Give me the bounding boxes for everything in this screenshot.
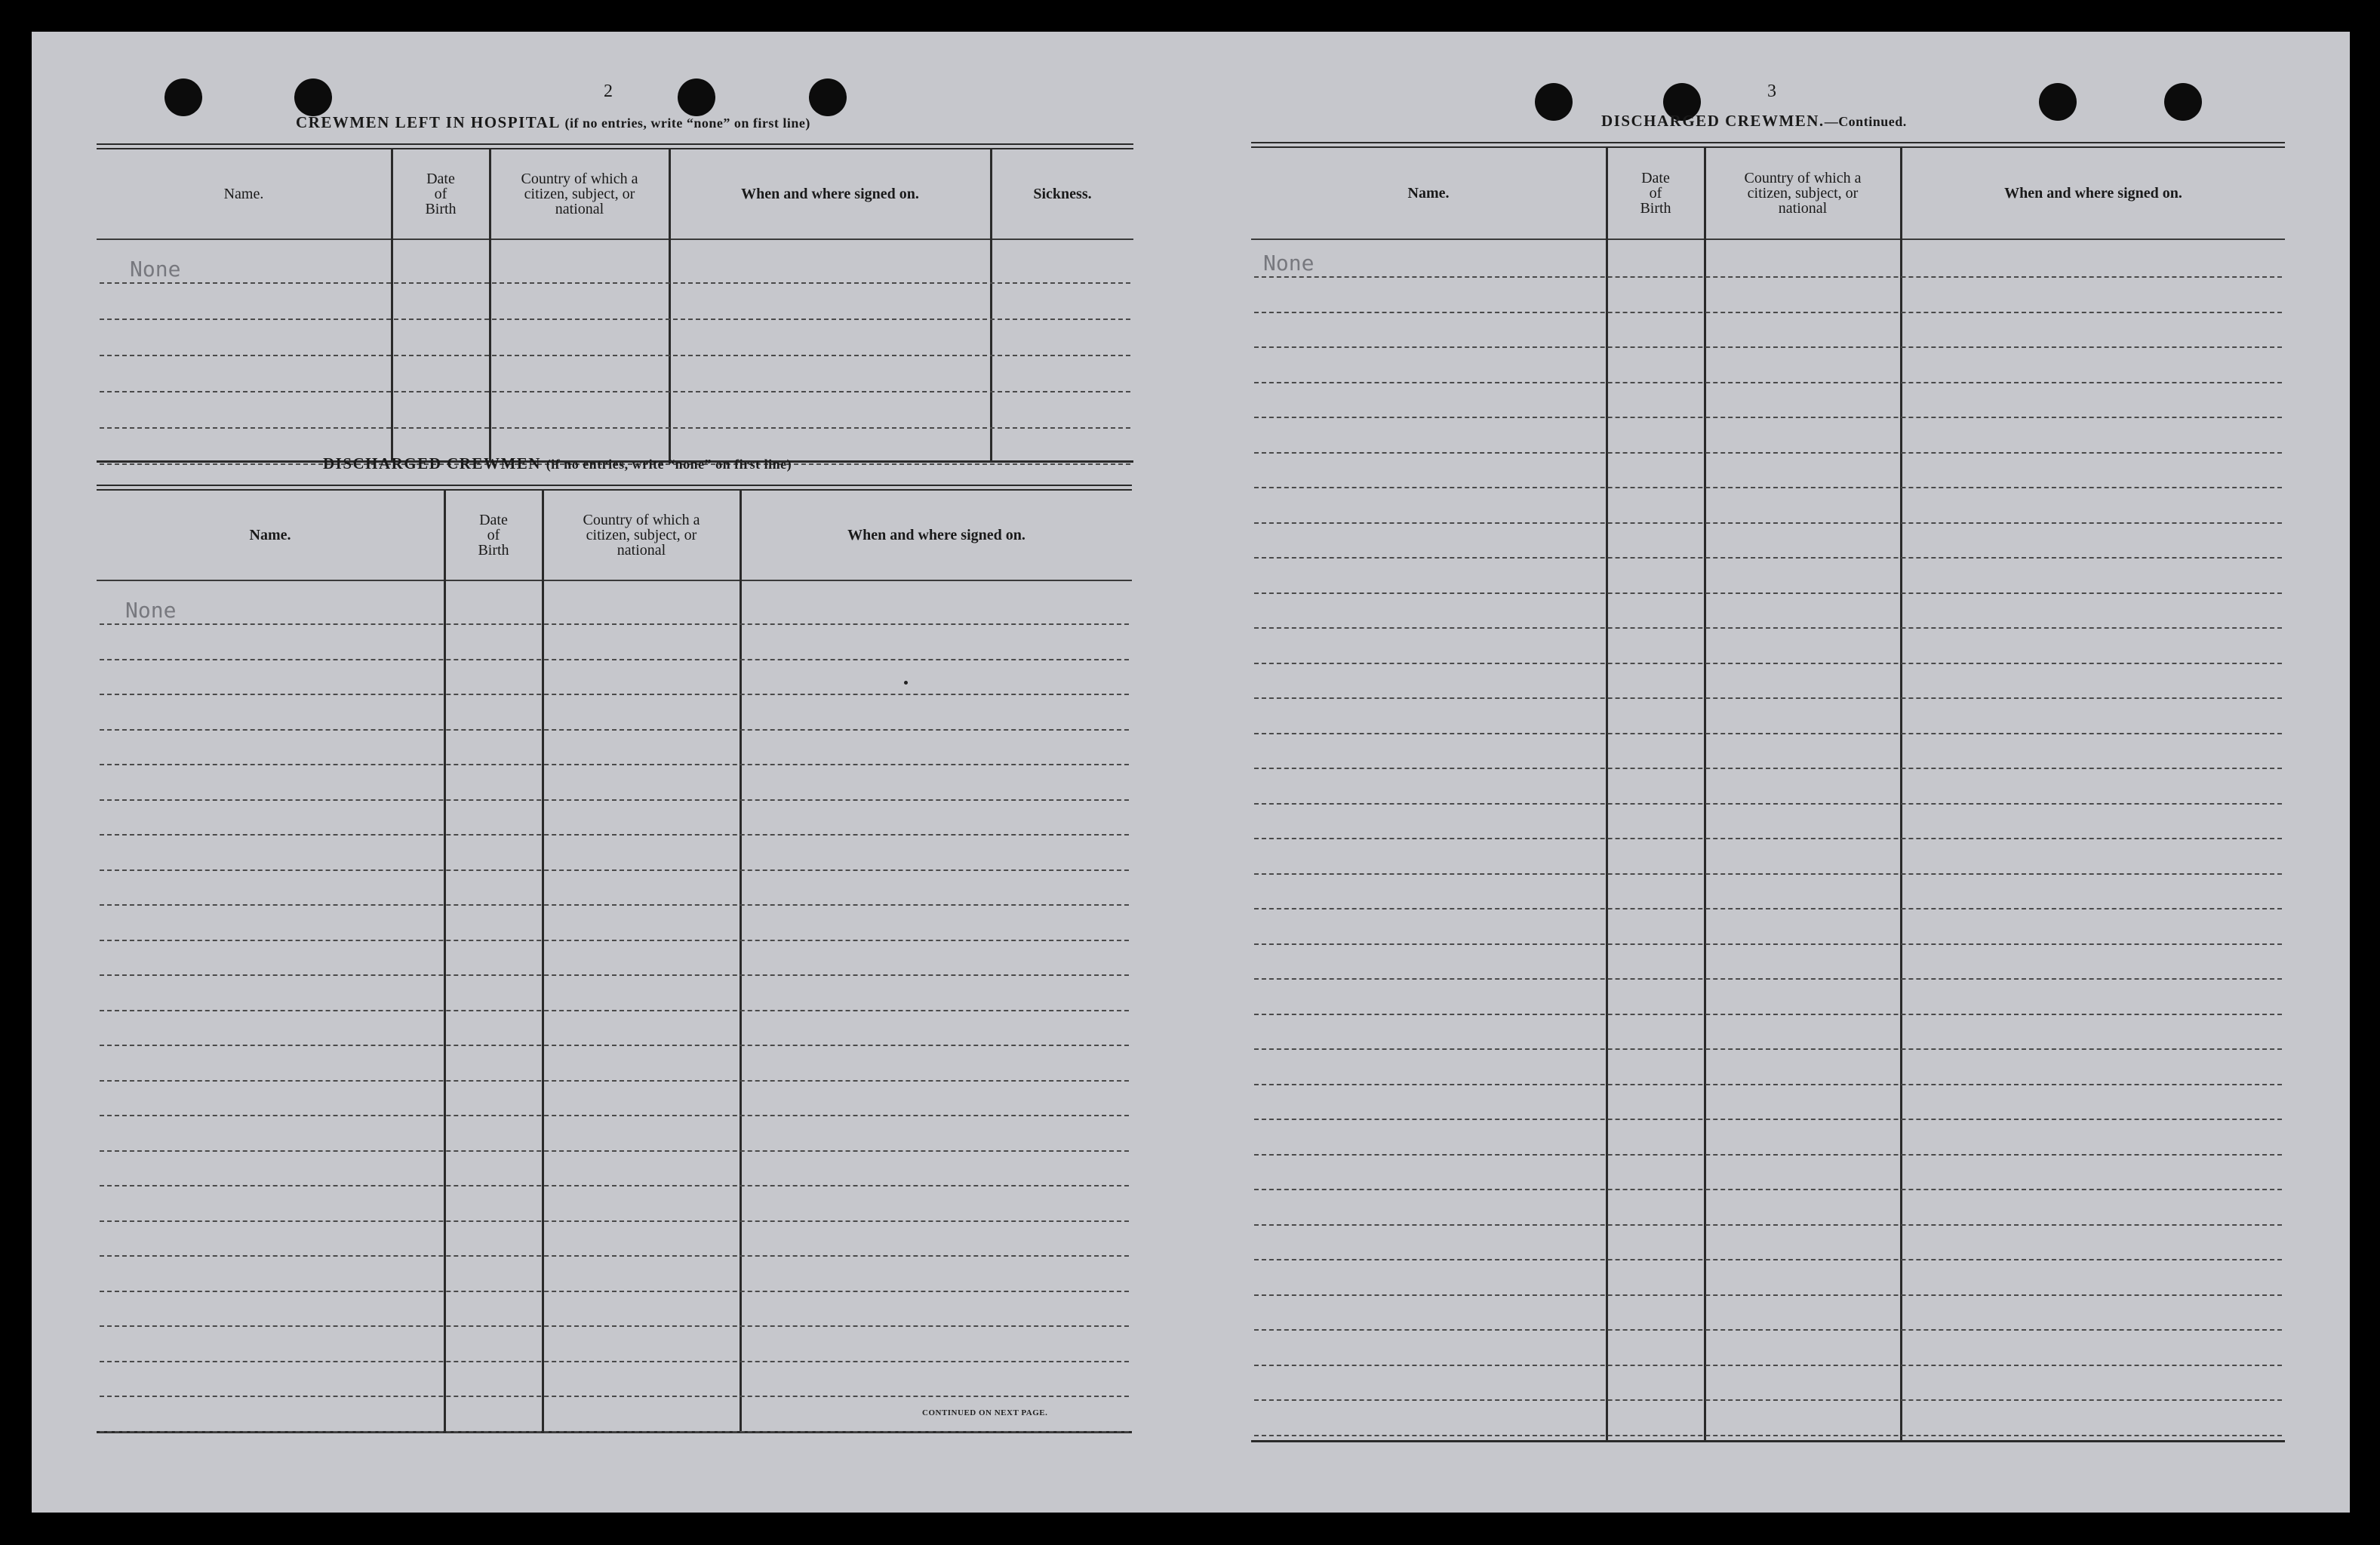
continued-note-text: —Continued. [1824,114,1907,129]
entry-line [1254,276,2282,278]
first-entry-none: None [130,257,181,282]
entry-line [100,1185,1129,1186]
col-header-sickness: Sickness. [1033,186,1092,202]
entry-line [1254,522,2282,524]
entry-line [100,1396,1129,1397]
discharged-section-title [323,454,792,473]
entry-line [100,729,1129,731]
entry-line [1254,1399,2282,1401]
discharged-title-text: DISCHARGED CREWMEN [323,454,541,472]
column-divider [1900,146,1902,1440]
entry-line [100,319,1130,320]
entry-line [100,1431,1129,1433]
entry-line [1254,1014,2282,1015]
hospital-table [97,143,1133,463]
entry-line [1254,733,2282,734]
entry-line [100,427,1130,429]
entry-line [100,1150,1129,1152]
col-header-name: Name. [249,527,291,543]
entry-line [100,940,1129,941]
page-number-right: 3 [1767,82,1776,101]
continued-note: CONTINUED ON NEXT PAGE. [922,1408,1048,1417]
entry-line [1254,697,2282,699]
entry-line [100,904,1129,906]
entry-line [1254,838,2282,839]
entry-line [100,659,1129,660]
punch-hole [2164,83,2202,121]
header-rule [1251,239,2285,240]
table-top-rule [97,485,1132,486]
entry-line [1254,1189,2282,1190]
entry-line [1254,873,2282,875]
hospital-title-note: (if no entries, write “none” on first line) [564,115,810,131]
entry-line [100,1325,1129,1327]
entry-line [100,282,1130,284]
punch-hole [2039,83,2077,121]
document-sheet [32,32,2350,1513]
entry-line [100,834,1129,836]
hospital-title-text: CREWMEN LEFT IN HOSPITAL [296,113,560,131]
column-divider [1704,146,1706,1440]
entry-line [1254,346,2282,348]
header-rule [97,239,1133,240]
entry-line [1254,1365,2282,1366]
table-top-rule [1251,146,2285,148]
discharged-continued-table [1251,142,2285,1448]
entry-line [100,623,1129,625]
table-top-rule [97,143,1133,145]
col-header-country: Country of which a citizen, subject, or national [1744,170,1862,217]
entry-line [1254,1154,2282,1156]
punch-hole [1535,83,1573,121]
table-top-rule [97,148,1133,149]
entry-line [100,391,1130,392]
discharged-title-note: (if no entries, write “none” on first line) [546,457,792,472]
header-rule [97,580,1132,581]
entry-line [1254,417,2282,418]
entry-line [1254,768,2282,769]
entry-line [1254,1294,2282,1296]
hospital-section-title [296,113,810,132]
entry-line [100,1255,1129,1257]
entry-line [100,1010,1129,1011]
entry-line [100,799,1129,801]
col-header-birth: Date of Birth [1640,170,1671,217]
entry-line [1254,312,2282,313]
table-top-rule [1251,142,2285,143]
ink-speck [904,681,908,685]
col-header-signed-on: When and where signed on. [847,527,1025,543]
col-header-signed-on: When and where signed on. [2004,185,2182,202]
entry-line [100,1115,1129,1116]
discharged-table [97,485,1132,1437]
col-header-name: Name. [223,186,264,202]
entry-line [1254,452,2282,454]
punch-hole [294,78,332,116]
entry-line [1254,1224,2282,1226]
entry-line [1254,663,2282,664]
entry-line [1254,487,2282,488]
col-header-country: Country of which a citizen, subject, or national [521,171,638,217]
entry-line [100,1291,1129,1292]
entry-line [100,1361,1129,1362]
entry-line [1254,1119,2282,1120]
entry-line [1254,1048,2282,1050]
entry-line [100,869,1129,871]
discharged-continued-title [1601,112,1907,131]
column-divider [1606,146,1608,1440]
entry-line [1254,592,2282,594]
punch-hole [678,78,715,116]
entry-line [100,1220,1129,1222]
col-header-name: Name. [1407,185,1450,202]
entry-line [100,1045,1129,1046]
entry-line [1254,908,2282,909]
entry-line [100,1080,1129,1082]
first-entry-none: None [125,598,177,623]
entry-line [100,694,1129,695]
entry-line [1254,1329,2282,1331]
punch-hole [809,78,847,116]
col-header-birth: Date of Birth [478,512,509,559]
discharged-continued-text: DISCHARGED CREWMEN. [1601,112,1825,130]
first-entry-none: None [1263,251,1315,275]
entry-line [1254,943,2282,945]
entry-line [1254,627,2282,629]
entry-line [1254,1259,2282,1260]
col-header-country: Country of which a citizen, subject, or national [583,512,700,559]
col-header-signed-on: When and where signed on. [741,186,919,202]
entry-line [1254,557,2282,559]
table-bottom-rule [1251,1440,2285,1442]
col-header-birth: Date of Birth [425,171,457,217]
entry-line [1254,978,2282,980]
entry-line [1254,1435,2282,1436]
page-number-left: 2 [604,82,613,101]
entry-line [1254,803,2282,805]
entry-line [1254,1084,2282,1085]
punch-hole [165,78,202,116]
entry-line [100,764,1129,765]
table-top-rule [97,489,1132,491]
entry-line [100,355,1130,356]
entry-line [100,974,1129,976]
entry-line [1254,382,2282,383]
